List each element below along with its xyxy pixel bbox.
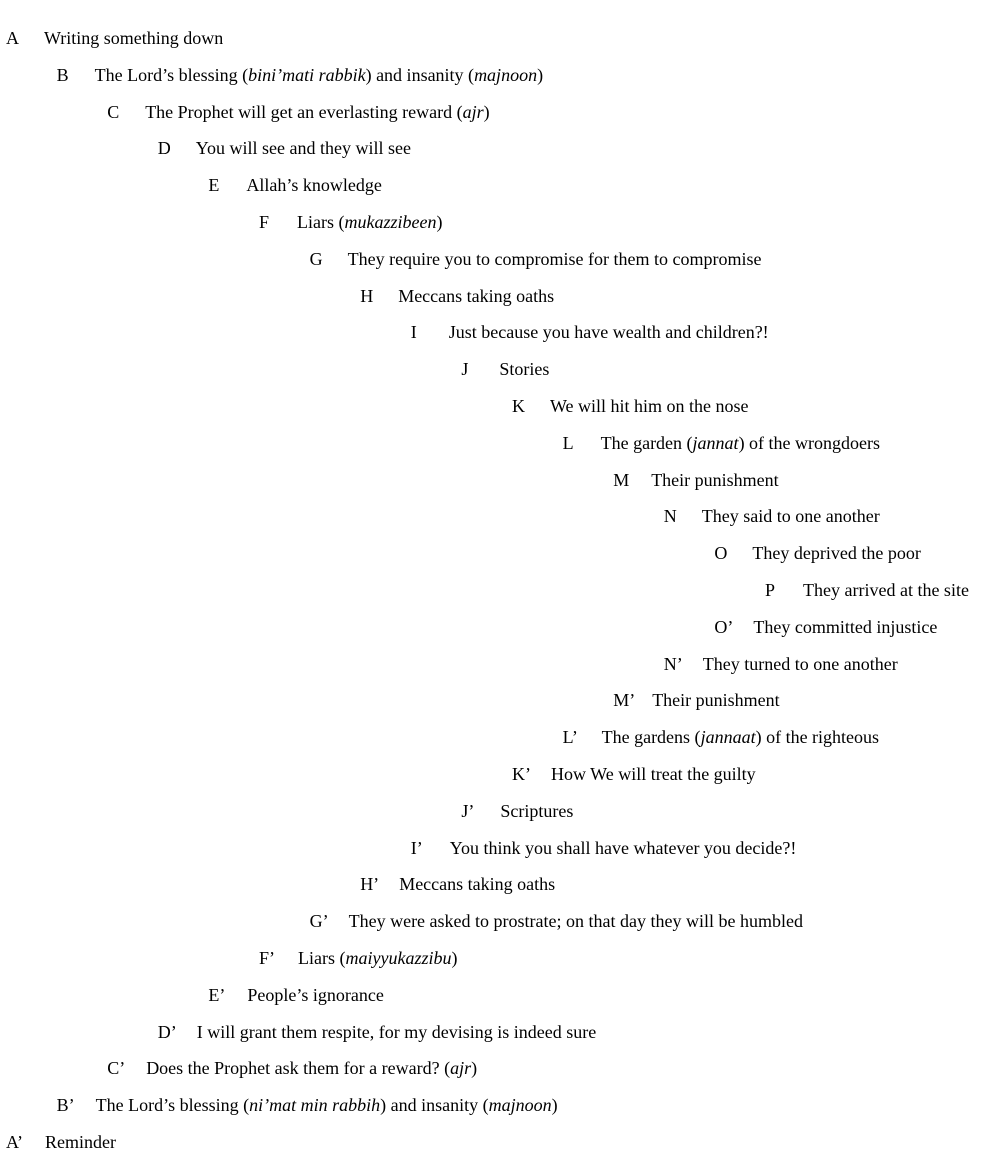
row-label: N <box>663 506 677 527</box>
text-segment: Their punishment <box>652 690 780 711</box>
row-label: H’ <box>360 874 380 895</box>
row-text <box>602 725 879 749</box>
text-segment: You will see and they will see <box>195 138 411 159</box>
row-text <box>551 762 756 786</box>
row-text <box>702 504 880 528</box>
text-segment: They committed injustice <box>753 616 938 637</box>
text-segment: Liars ( <box>297 212 345 232</box>
text-segment: Writing something down <box>44 28 224 48</box>
row-text <box>44 26 223 50</box>
text-segment: The Prophet will get an everlasting reward ( <box>145 101 463 122</box>
row-label: P <box>765 580 776 600</box>
text-segment: I will grant them respite, for my devising is indeed sure <box>196 1021 597 1042</box>
row-text <box>246 173 381 197</box>
row-text <box>500 799 573 823</box>
row-label: E’ <box>208 984 226 1005</box>
transliteration: ni’mat min rabbih <box>249 1095 381 1116</box>
text-segment: They said to one another <box>701 506 880 527</box>
text-segment: ) <box>451 948 458 968</box>
row-label: O <box>714 543 728 564</box>
transliteration: mukazzibeen <box>344 212 437 232</box>
text-segment: They deprived the poor <box>752 543 921 564</box>
text-segment: Meccans taking oaths <box>399 874 556 895</box>
text-segment: ) <box>471 1058 478 1079</box>
text-segment: Reminder <box>45 1132 116 1152</box>
row-text <box>95 63 543 87</box>
row-text <box>752 541 920 565</box>
transliteration: ajr <box>450 1058 472 1079</box>
text-segment: Stories <box>499 359 550 380</box>
row-label: F’ <box>259 948 276 968</box>
row-text <box>652 688 779 712</box>
text-segment: People’s ignorance <box>247 984 384 1005</box>
row-text <box>499 357 549 381</box>
text-segment: Their punishment <box>651 469 779 490</box>
row-text <box>45 1130 116 1154</box>
text-segment: ) of the wrongdoers <box>738 432 881 453</box>
row-text <box>349 909 803 933</box>
transliteration: ajr <box>462 101 484 122</box>
row-text <box>146 1056 477 1080</box>
text-segment: They require you to compromise for them to compromise <box>347 248 762 269</box>
row-label: I’ <box>410 837 423 858</box>
row-text <box>449 320 769 344</box>
transliteration: jannaat <box>700 727 756 748</box>
row-label: L’ <box>562 727 578 748</box>
row-label: D <box>157 138 171 159</box>
row-label: B <box>56 64 69 85</box>
row-label: N’ <box>663 653 683 674</box>
row-text <box>753 615 937 639</box>
transliteration: bini’mati rabbik <box>248 64 366 85</box>
row-text <box>196 136 411 160</box>
row-label: G <box>309 248 323 269</box>
row-text <box>601 431 880 455</box>
row-text <box>651 468 778 492</box>
row-label: F <box>259 212 270 232</box>
row-text <box>703 652 898 676</box>
row-label: M’ <box>613 690 636 711</box>
row-text <box>297 210 442 234</box>
row-text <box>145 100 489 124</box>
row-text <box>348 247 762 271</box>
row-text <box>247 983 383 1007</box>
row-label: L <box>562 432 574 453</box>
row-text <box>197 1020 596 1044</box>
transliteration: majnoon <box>474 64 538 85</box>
text-segment: We will hit him on the nose <box>550 396 749 416</box>
text-segment: ) and insanity ( <box>365 64 475 85</box>
row-label: O’ <box>714 616 734 637</box>
row-label: E <box>208 175 220 196</box>
text-segment: ) <box>436 212 443 232</box>
row-text <box>550 394 749 418</box>
row-label: J <box>461 359 469 380</box>
row-label: A <box>6 28 19 48</box>
text-segment: How We will treat the guilty <box>551 764 756 784</box>
row-label: M <box>613 469 630 490</box>
row-label: D’ <box>157 1021 177 1042</box>
text-segment: ) of the righteous <box>755 727 880 748</box>
text-segment: Scriptures <box>500 800 574 821</box>
row-text <box>399 872 555 896</box>
transliteration: maiyyukazzibu <box>345 948 452 968</box>
text-segment: ) and insanity ( <box>380 1095 489 1116</box>
text-segment: The garden ( <box>600 432 693 453</box>
row-text <box>96 1093 558 1117</box>
text-segment: They were asked to prostrate; on that day they will be humbled <box>348 911 803 932</box>
text-segment: ) <box>537 64 544 85</box>
text-segment: The Lord’s blessing ( <box>95 1095 250 1116</box>
text-segment: Meccans taking oaths <box>398 285 555 306</box>
row-label: K’ <box>512 764 531 784</box>
text-segment: Allah’s knowledge <box>246 175 382 196</box>
text-segment: ) <box>551 1095 558 1116</box>
row-label: K <box>512 396 525 416</box>
row-label: H <box>360 285 374 306</box>
text-segment: Just because you have wealth and children?! <box>448 322 769 343</box>
text-segment: They turned to one another <box>702 653 898 674</box>
row-label: B’ <box>56 1095 75 1116</box>
row-label: J’ <box>461 800 475 821</box>
text-segment: The gardens ( <box>601 727 701 748</box>
transliteration: majnoon <box>488 1095 552 1116</box>
row-label: G’ <box>309 911 329 932</box>
text-segment: They arrived at the site <box>803 580 969 600</box>
text-segment: You think you shall have whatever you decide?! <box>449 837 797 858</box>
row-label: I <box>410 322 417 343</box>
row-text <box>450 836 797 860</box>
row-text <box>803 578 969 602</box>
text-segment: Liars ( <box>298 948 346 968</box>
text-segment: ) <box>483 101 490 122</box>
row-label: C <box>107 101 120 122</box>
row-label: A’ <box>6 1132 23 1152</box>
transliteration: jannat <box>692 432 739 453</box>
row-text <box>298 946 457 970</box>
row-label: C’ <box>107 1058 126 1079</box>
row-text <box>398 284 554 308</box>
text-segment: The Lord’s blessing ( <box>94 64 249 85</box>
text-segment: Does the Prophet ask them for a reward? ( <box>146 1058 451 1079</box>
